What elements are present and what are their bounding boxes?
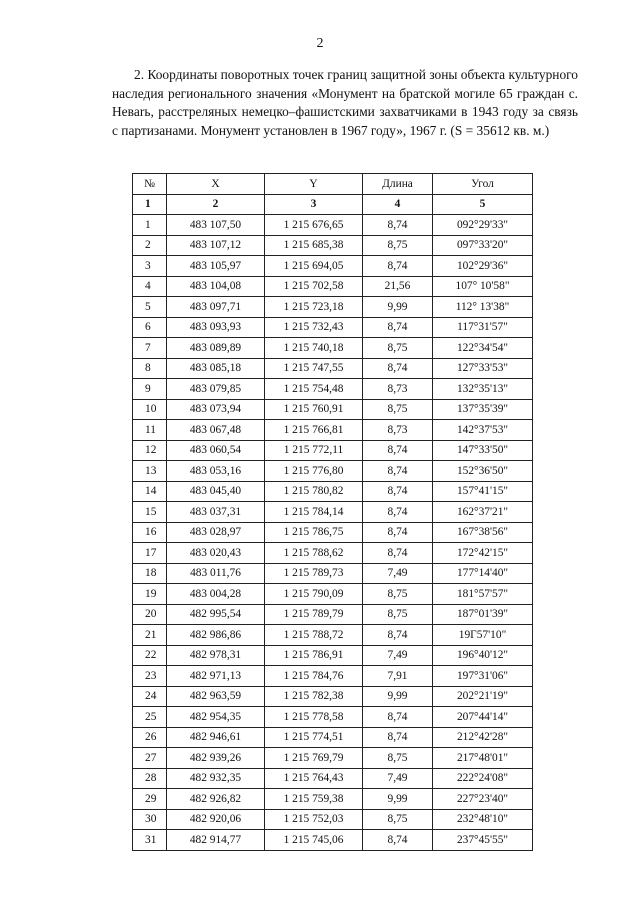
cell-number: 10	[133, 399, 167, 420]
cell-y: 1 215 745,06	[265, 830, 363, 851]
table-row	[133, 215, 533, 236]
cell-y: 1 215 752,03	[265, 809, 363, 830]
cell-y: 1 215 776,80	[265, 461, 363, 482]
coordinates-table-body	[133, 215, 533, 851]
cell-number: 7	[133, 338, 167, 359]
cell-number: 12	[133, 440, 167, 461]
cell-x: 483 097,71	[167, 297, 265, 318]
cell-x: 483 011,76	[167, 563, 265, 584]
cell-number: 18	[133, 563, 167, 584]
cell-x: 482 946,61	[167, 727, 265, 748]
cell-x: 483 093,93	[167, 317, 265, 338]
cell-x: 482 986,86	[167, 625, 265, 646]
cell-y: 1 215 676,65	[265, 215, 363, 236]
table-row	[133, 256, 533, 277]
table-row	[133, 276, 533, 297]
cell-x: 483 105,97	[167, 256, 265, 277]
cell-y: 1 215 760,91	[265, 399, 363, 420]
cell-length: 7,91	[363, 666, 433, 687]
cell-length: 8,74	[363, 461, 433, 482]
cell-angle: 196°40'12"	[433, 645, 533, 666]
cell-angle: 107° 10'58"	[433, 276, 533, 297]
cell-angle: 132°35'13"	[433, 379, 533, 400]
cell-angle: 177°14'40"	[433, 563, 533, 584]
cell-angle: 212°42'28"	[433, 727, 533, 748]
cell-length: 7,49	[363, 563, 433, 584]
cell-y: 1 215 786,75	[265, 522, 363, 543]
cell-y: 1 215 764,43	[265, 768, 363, 789]
cell-length: 8,74	[363, 215, 433, 236]
table-row	[133, 399, 533, 420]
cell-number: 15	[133, 502, 167, 523]
cell-number: 13	[133, 461, 167, 482]
cell-length: 21,56	[363, 276, 433, 297]
cell-length: 8,74	[363, 522, 433, 543]
cell-x: 483 067,48	[167, 420, 265, 441]
column-number-2: 2	[167, 194, 265, 215]
cell-x: 483 085,18	[167, 358, 265, 379]
cell-angle: 167°38'56"	[433, 522, 533, 543]
cell-angle: 232°48'10"	[433, 809, 533, 830]
table-row	[133, 748, 533, 769]
cell-length: 8,75	[363, 809, 433, 830]
cell-number: 23	[133, 666, 167, 687]
cell-angle: 122°34'54"	[433, 338, 533, 359]
cell-x: 482 920,06	[167, 809, 265, 830]
header-x: X	[167, 174, 265, 195]
table-row	[133, 235, 533, 256]
cell-number: 27	[133, 748, 167, 769]
cell-angle: 162°37'21"	[433, 502, 533, 523]
cell-x: 483 020,43	[167, 543, 265, 564]
cell-length: 9,99	[363, 789, 433, 810]
cell-x: 483 045,40	[167, 481, 265, 502]
cell-length: 8,74	[363, 625, 433, 646]
cell-number: 29	[133, 789, 167, 810]
cell-x: 483 037,31	[167, 502, 265, 523]
cell-x: 482 978,31	[167, 645, 265, 666]
table-row	[133, 563, 533, 584]
cell-number: 6	[133, 317, 167, 338]
table-row	[133, 481, 533, 502]
cell-angle: 202°21'19"	[433, 686, 533, 707]
cell-angle: 172°42'15"	[433, 543, 533, 564]
table-row	[133, 625, 533, 646]
cell-length: 8,74	[363, 317, 433, 338]
cell-y: 1 215 754,48	[265, 379, 363, 400]
table-row	[133, 789, 533, 810]
cell-angle: 181°57'57"	[433, 584, 533, 605]
cell-y: 1 215 782,38	[265, 686, 363, 707]
cell-angle: 222°24'08"	[433, 768, 533, 789]
cell-y: 1 215 685,38	[265, 235, 363, 256]
cell-angle: 142°37'53"	[433, 420, 533, 441]
cell-length: 8,74	[363, 440, 433, 461]
cell-y: 1 215 780,82	[265, 481, 363, 502]
cell-y: 1 215 774,51	[265, 727, 363, 748]
column-number-4: 4	[363, 194, 433, 215]
cell-number: 24	[133, 686, 167, 707]
cell-angle: 147°33'50"	[433, 440, 533, 461]
column-number-1: 1	[133, 194, 167, 215]
cell-length: 9,99	[363, 297, 433, 318]
cell-y: 1 215 759,38	[265, 789, 363, 810]
table-row	[133, 543, 533, 564]
cell-angle: 19Г57'10"	[433, 625, 533, 646]
cell-number: 14	[133, 481, 167, 502]
cell-length: 8,74	[363, 358, 433, 379]
section-heading	[112, 66, 578, 140]
table-row	[133, 645, 533, 666]
cell-number: 21	[133, 625, 167, 646]
cell-angle: 227°23'40"	[433, 789, 533, 810]
cell-y: 1 215 732,43	[265, 317, 363, 338]
cell-x: 483 107,12	[167, 235, 265, 256]
cell-number: 17	[133, 543, 167, 564]
cell-number: 22	[133, 645, 167, 666]
cell-number: 19	[133, 584, 167, 605]
cell-y: 1 215 747,55	[265, 358, 363, 379]
column-number-row	[133, 194, 533, 215]
cell-length: 8,73	[363, 420, 433, 441]
cell-number: 4	[133, 276, 167, 297]
cell-y: 1 215 772,11	[265, 440, 363, 461]
cell-angle: 207°44'14"	[433, 707, 533, 728]
cell-number: 5	[133, 297, 167, 318]
cell-angle: 127°33'53"	[433, 358, 533, 379]
cell-number: 2	[133, 235, 167, 256]
cell-x: 482 926,82	[167, 789, 265, 810]
header-number: №	[133, 174, 167, 195]
cell-number: 28	[133, 768, 167, 789]
column-number-3: 3	[265, 194, 363, 215]
cell-number: 11	[133, 420, 167, 441]
cell-y: 1 215 766,81	[265, 420, 363, 441]
cell-angle: 217°48'01"	[433, 748, 533, 769]
table-row	[133, 440, 533, 461]
cell-length: 9,99	[363, 686, 433, 707]
cell-x: 483 107,50	[167, 215, 265, 236]
cell-x: 482 971,13	[167, 666, 265, 687]
cell-x: 483 079,85	[167, 379, 265, 400]
section-heading-text: 2. Координаты поворотных точек границ защитной зоны объекта культурного наследия регионального значения «Монумент на братской могиле 65 граждан с. Невarь, расстреляных немецко–фашистскими захватчиками в 1943 году за связь с партизанами. Монумент установлен в 1967 году», 1967 г. (S = 35612 кв. м.)	[112, 67, 578, 138]
cell-length: 8,74	[363, 830, 433, 851]
cell-x: 482 939,26	[167, 748, 265, 769]
cell-number: 9	[133, 379, 167, 400]
cell-x: 482 932,35	[167, 768, 265, 789]
cell-x: 482 954,35	[167, 707, 265, 728]
cell-angle: 112° 13'38"	[433, 297, 533, 318]
cell-angle: 237°45'55"	[433, 830, 533, 851]
cell-angle: 092°29'33"	[433, 215, 533, 236]
cell-y: 1 215 778,58	[265, 707, 363, 728]
cell-y: 1 215 769,79	[265, 748, 363, 769]
cell-y: 1 215 694,05	[265, 256, 363, 277]
cell-angle: 102°29'36"	[433, 256, 533, 277]
table-row	[133, 584, 533, 605]
table-row	[133, 686, 533, 707]
cell-x: 482 963,59	[167, 686, 265, 707]
table-row	[133, 420, 533, 441]
table-row	[133, 379, 533, 400]
table-header-row	[133, 174, 533, 195]
cell-length: 8,74	[363, 502, 433, 523]
table-row	[133, 502, 533, 523]
header-angle: Угол	[433, 174, 533, 195]
cell-x: 483 060,54	[167, 440, 265, 461]
table-row	[133, 461, 533, 482]
cell-y: 1 215 789,73	[265, 563, 363, 584]
cell-number: 31	[133, 830, 167, 851]
cell-length: 7,49	[363, 768, 433, 789]
table-row	[133, 604, 533, 625]
cell-x: 482 914,77	[167, 830, 265, 851]
cell-length: 8,74	[363, 256, 433, 277]
cell-y: 1 215 790,09	[265, 584, 363, 605]
cell-y: 1 215 786,91	[265, 645, 363, 666]
cell-x: 483 028,97	[167, 522, 265, 543]
coordinates-table	[132, 173, 533, 851]
table-row	[133, 666, 533, 687]
header-length: Длина	[363, 174, 433, 195]
cell-length: 8,74	[363, 727, 433, 748]
cell-number: 1	[133, 215, 167, 236]
table-row	[133, 358, 533, 379]
cell-y: 1 215 789,79	[265, 604, 363, 625]
cell-y: 1 215 702,58	[265, 276, 363, 297]
cell-number: 26	[133, 727, 167, 748]
cell-angle: 117°31'57"	[433, 317, 533, 338]
cell-length: 8,75	[363, 584, 433, 605]
table-row	[133, 317, 533, 338]
cell-number: 20	[133, 604, 167, 625]
cell-x: 483 004,28	[167, 584, 265, 605]
cell-number: 30	[133, 809, 167, 830]
table-row	[133, 727, 533, 748]
table-row	[133, 809, 533, 830]
table-row	[133, 768, 533, 789]
table-row	[133, 707, 533, 728]
cell-y: 1 215 784,14	[265, 502, 363, 523]
cell-angle: 197°31'06"	[433, 666, 533, 687]
table-row	[133, 522, 533, 543]
cell-y: 1 215 784,76	[265, 666, 363, 687]
cell-x: 483 089,89	[167, 338, 265, 359]
cell-length: 8,73	[363, 379, 433, 400]
cell-angle: 097°33'20"	[433, 235, 533, 256]
column-number-5: 5	[433, 194, 533, 215]
cell-length: 8,75	[363, 399, 433, 420]
cell-x: 483 104,08	[167, 276, 265, 297]
cell-angle: 152°36'50"	[433, 461, 533, 482]
cell-x: 482 995,54	[167, 604, 265, 625]
cell-number: 8	[133, 358, 167, 379]
table-row	[133, 338, 533, 359]
cell-length: 8,75	[363, 235, 433, 256]
cell-number: 25	[133, 707, 167, 728]
table-row	[133, 830, 533, 851]
cell-number: 16	[133, 522, 167, 543]
cell-length: 8,75	[363, 604, 433, 625]
cell-length: 8,74	[363, 543, 433, 564]
cell-angle: 137°35'39"	[433, 399, 533, 420]
cell-y: 1 215 740,18	[265, 338, 363, 359]
cell-length: 8,75	[363, 748, 433, 769]
cell-length: 7,49	[363, 645, 433, 666]
cell-length: 8,75	[363, 338, 433, 359]
cell-y: 1 215 788,62	[265, 543, 363, 564]
cell-number: 3	[133, 256, 167, 277]
cell-y: 1 215 723,18	[265, 297, 363, 318]
cell-x: 483 053,16	[167, 461, 265, 482]
cell-y: 1 215 788,72	[265, 625, 363, 646]
page-number: 2	[316, 36, 324, 51]
table-row	[133, 297, 533, 318]
cell-length: 8,74	[363, 481, 433, 502]
cell-length: 8,74	[363, 707, 433, 728]
cell-angle: 187°01'39"	[433, 604, 533, 625]
cell-x: 483 073,94	[167, 399, 265, 420]
cell-angle: 157°41'15"	[433, 481, 533, 502]
header-y: Y	[265, 174, 363, 195]
